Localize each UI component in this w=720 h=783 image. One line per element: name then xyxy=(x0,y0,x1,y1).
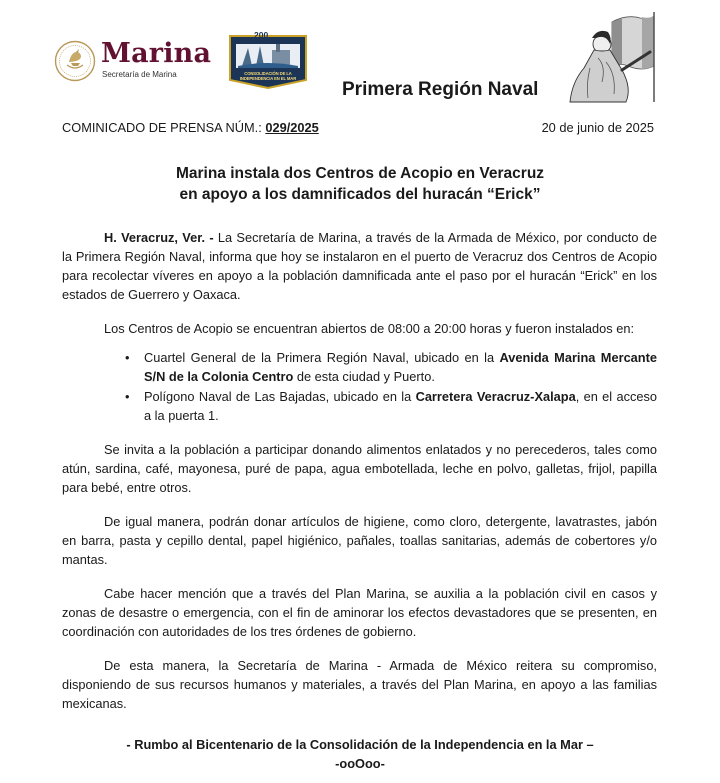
press-release-label: COMINICADO DE PRENSA NÚM.: xyxy=(62,120,262,135)
brand-name: Marina xyxy=(101,38,212,69)
paragraph-intro-text: La Secretaría de Marina, a través de la Armada de México, por conducto de la Primera Región Naval, informa que hoy se instalaron en el puerto de Veracruz dos Centros de Acopio para recolectar víveres en apoyo a la población damnificada ante el paso por el huracán “Erick” en los estados de Guerrero y Oaxaca. xyxy=(62,230,658,302)
heroine-flag-illustration xyxy=(562,8,656,104)
list-item-text: Polígono Naval de Las Bajadas, ubicado en la xyxy=(144,389,416,404)
collection-centers-list xyxy=(62,348,657,425)
headline-line-1: Marina instala dos Centros de Acopio en Veracruz xyxy=(175,165,545,182)
paragraph-commitment: De esta manera, la Secretaría de Marina - Armada de México reitera su compromiso, disponiendo de sus recursos humanos y materiales, a través del Plan Marina, en apoyo a las familias mexicanas. xyxy=(62,658,657,711)
list-item-text: Cuartel General de la Primera Región Naval, ubicado en la xyxy=(144,350,500,365)
press-release-number: 029/2025 xyxy=(265,120,319,135)
dateline: H. Veracruz, Ver. - xyxy=(104,230,214,245)
paragraph-schedule: Los Centros de Acopio se encuentran abiertos de 08:00 a 20:00 horas y fueron instalados en: xyxy=(104,321,635,336)
list-item xyxy=(144,348,657,386)
list-item-text: de esta ciudad y Puerto. xyxy=(293,369,435,384)
headline xyxy=(60,163,660,205)
paragraph-hygiene-donations: De igual manera, podrán donar artículos de higiene, como cloro, detergente, lavatrastes, jabón en barra, pasta y cepillo dental, papel higiénico, pañales, toallas sanitarias, además de cobertores y/o mantas. xyxy=(62,514,657,567)
release-date: 20 de junio de 2025 xyxy=(541,120,654,135)
press-release-number-line xyxy=(62,122,319,135)
paragraph-food-donations: Se invita a la población a participar donando alimentos enlatados y no perecederos, tales como atún, sardina, café, mayonesa, puré de papa, agua embotellada, leche en polvo, galletas, frijol, papilla para bebé, entre otros. xyxy=(62,442,657,495)
badge-number: 200 xyxy=(254,30,269,40)
list-item-text: , en el acceso a la puerta 1. xyxy=(144,389,657,423)
mexico-coat-of-arms-seal xyxy=(54,40,96,82)
paragraph-intro xyxy=(62,228,657,304)
brand-subtitle: Secretaría de Marina xyxy=(102,70,177,79)
closing-motto: - Rumbo al Bicentenario de la Consolidación de la Independencia en la Mar – xyxy=(126,737,594,752)
list-item-address: Carretera Veracruz-Xalapa xyxy=(415,389,576,404)
badge-caption: CONSOLIDACIÓN DE LA INDEPENDENCIA EN EL MAR xyxy=(239,71,297,81)
list-item-address: Avenida Marina Mercante S/N de la Colonia Centro xyxy=(144,350,657,384)
headline-line-2: en apoyo a los damnificados del huracán “Erick” xyxy=(179,186,541,203)
list-item xyxy=(144,387,657,425)
end-mark: -ooOoo- xyxy=(335,756,385,771)
paragraph-plan-marina: Cabe hacer mención que a través del Plan Marina, se auxilia a la población civil en casos y zonas de desastre o emergencia, con el fin de aminorar los efectos devastadores que se presenten, en coordinación con autoridades de los tres órdenes de gobierno. xyxy=(62,586,657,639)
closing-block xyxy=(60,735,660,773)
article-body xyxy=(62,228,657,728)
region-title: Primera Región Naval xyxy=(342,79,539,100)
